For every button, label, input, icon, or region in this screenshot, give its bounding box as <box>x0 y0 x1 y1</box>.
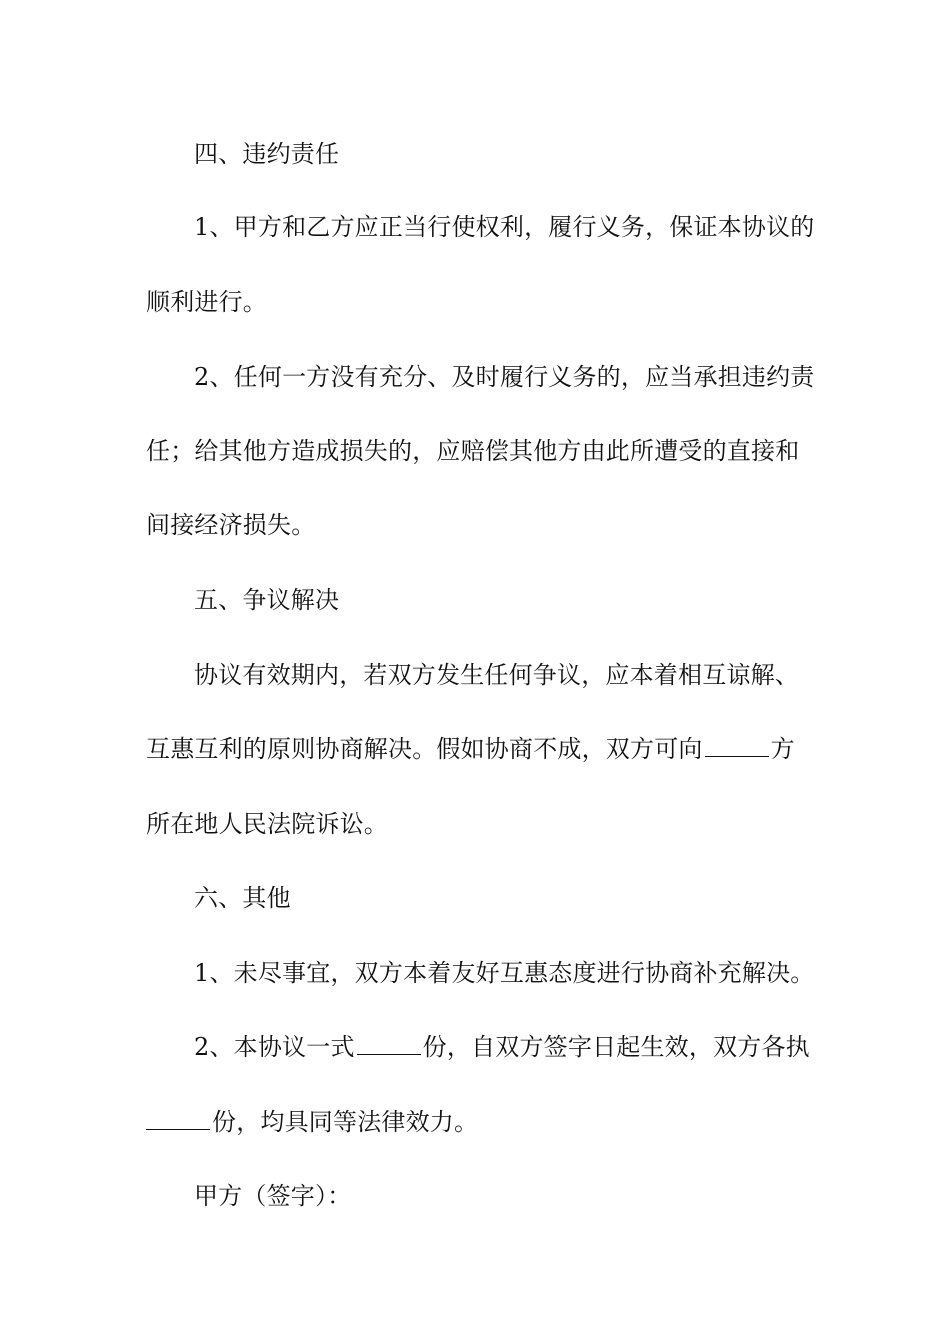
paragraph-text: 互惠互利的原则协商解决。假如协商不成，双方可向 <box>146 735 703 763</box>
paragraph-text: 方 <box>770 735 795 763</box>
paragraph-line <box>146 733 816 765</box>
paragraph-line: 1、甲方和乙方应正当行使权利，履行义务，保证本协议的 <box>194 213 815 241</box>
paragraph-line <box>146 1106 816 1138</box>
paragraph-line: 间接经济损失。 <box>146 511 316 539</box>
paragraph-text: 份，自双方签字日起生效，双方各执 <box>422 1033 810 1061</box>
paragraph-line: 顺利进行。 <box>146 288 267 316</box>
paragraph-line: 任；给其他方造成损失的，应赔偿其他方由此所遭受的直接和 <box>146 437 800 465</box>
paragraph-line <box>194 1031 814 1063</box>
paragraph-line: 1、未尽事宜，双方本着友好互惠态度进行协商补充解决。 <box>194 959 815 987</box>
paragraph-text: 2、本协议一式 <box>194 1033 355 1061</box>
paragraph-line: 所在地人民法院诉讼。 <box>146 810 388 838</box>
section-heading-other: 六、其他 <box>194 884 291 912</box>
signature-label-party-a: 甲方（签字）： <box>194 1182 352 1210</box>
fill-in-blank[interactable] <box>146 1109 210 1130</box>
paragraph-line: 2、任何一方没有充分、及时履行义务的，应当承担违约责 <box>194 363 815 391</box>
fill-in-blank[interactable] <box>705 736 769 757</box>
section-heading-dispute: 五、争议解决 <box>194 586 340 614</box>
paragraph-text: 份，均具同等法律效力。 <box>212 1108 479 1136</box>
fill-in-blank[interactable] <box>357 1034 421 1055</box>
section-heading-breach: 四、违约责任 <box>194 140 340 168</box>
paragraph-line: 协议有效期内，若双方发生任何争议，应本着相互谅解、 <box>194 661 799 689</box>
